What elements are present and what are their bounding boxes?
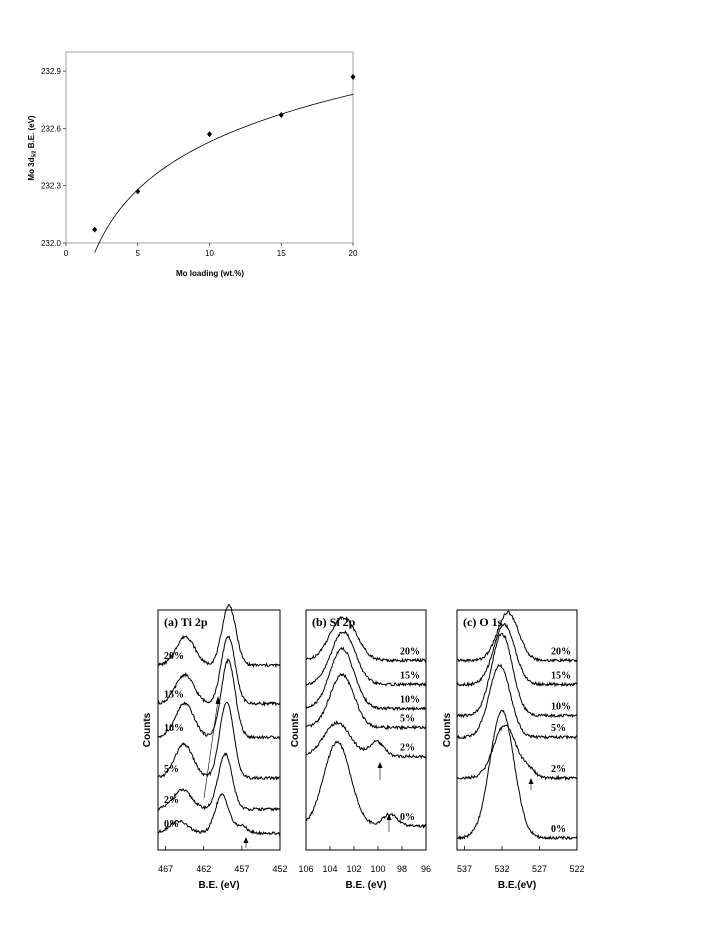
x-axis-label: B.E.(eV): [497, 880, 537, 891]
x-tick-label: 467: [158, 864, 174, 874]
panel-ti-2p: [142, 605, 288, 891]
x-tick-label: 532: [494, 864, 510, 874]
trend-arrow-line: [204, 700, 218, 798]
y-axis-label: Counts: [290, 712, 301, 748]
x-tick-label: 98: [396, 864, 408, 874]
data-point: [135, 188, 140, 194]
series-label: 15%: [164, 689, 184, 701]
series-label-group: [551, 646, 571, 835]
series-label: 5%: [551, 723, 566, 735]
data-point: [92, 227, 97, 233]
panel-title: (b) Si 2p: [312, 615, 356, 629]
x-tick-label: 522: [569, 864, 585, 874]
x-tick-label: 527: [531, 864, 548, 874]
series-label: 0%: [551, 824, 566, 835]
data-point: [207, 131, 212, 137]
y-tick-label: 232.0: [40, 239, 61, 248]
x-tick-label: 457: [234, 864, 250, 874]
series-label: 2%: [164, 795, 179, 807]
y-axis-label: Mo 3d5/2 B.E. (eV): [27, 115, 38, 181]
series-label: 5%: [400, 713, 415, 725]
x-tick-label: 10: [205, 249, 214, 258]
y-tick-label: 232.6: [40, 124, 61, 134]
x-tick-label: 102: [346, 864, 362, 874]
x-tick-label: 96: [420, 864, 432, 874]
x-tick-label: 0: [63, 249, 69, 258]
fit-curve: [95, 94, 353, 252]
y-tick-label: 232.3: [40, 181, 61, 191]
series-label: 20%: [164, 651, 184, 663]
data-point: [279, 112, 284, 118]
series-label: 0%: [400, 812, 415, 823]
x-axis-label: B.E. (eV): [198, 880, 240, 891]
series-label: 5%: [164, 764, 179, 775]
x-tick-label: 452: [272, 864, 288, 874]
x-tick-label: 537: [456, 864, 473, 874]
y-tick-label: 232.9: [40, 67, 61, 77]
x-tick-label: 15: [276, 249, 286, 258]
series-label: 2%: [551, 764, 566, 775]
series-label: 15%: [400, 670, 420, 682]
arrow-group: [529, 778, 534, 790]
series-label: 10%: [551, 701, 571, 713]
x-axis-label: B.E. (eV): [345, 880, 387, 891]
point-group: [92, 74, 355, 233]
x-tick-label: 5: [135, 249, 140, 258]
y-axis-label: Counts: [442, 712, 453, 748]
x-axis-label: Mo loading (wt.%): [176, 269, 244, 278]
series-label-group: [400, 646, 420, 823]
series-label: 15%: [551, 670, 571, 682]
plot-frame: [66, 52, 353, 243]
y-tick-group: [41, 67, 66, 248]
series-label-group: [164, 651, 184, 830]
data-point: [351, 74, 356, 80]
series-label: 20%: [400, 646, 420, 658]
panel-title: (a) Ti 2p: [164, 615, 208, 629]
series-label: 10%: [164, 723, 184, 735]
series-label: 2%: [400, 742, 415, 754]
y-axis-label: Counts: [142, 712, 153, 748]
arrow-group: [378, 762, 392, 832]
shoulder-arrow-head: [244, 837, 249, 843]
series-label: 20%: [551, 646, 571, 658]
panel-si-2p: [290, 610, 431, 891]
series-label: 0%: [164, 819, 179, 831]
shoulder-arrow-head: [378, 762, 383, 768]
shoulder-arrow-head: [529, 778, 534, 784]
series-label: 10%: [400, 694, 420, 706]
panel-title: (c) O 1s: [463, 615, 503, 629]
x-tick-label: 462: [196, 864, 212, 874]
x-tick-label: 106: [298, 864, 314, 874]
x-tick-label: 20: [348, 249, 358, 258]
x-tick-group: [64, 243, 358, 258]
mo-binding-energy-chart: [27, 52, 358, 278]
x-tick-label: 100: [370, 864, 386, 874]
panel-o-1s: [442, 610, 585, 891]
x-tick-label: 104: [322, 864, 338, 874]
